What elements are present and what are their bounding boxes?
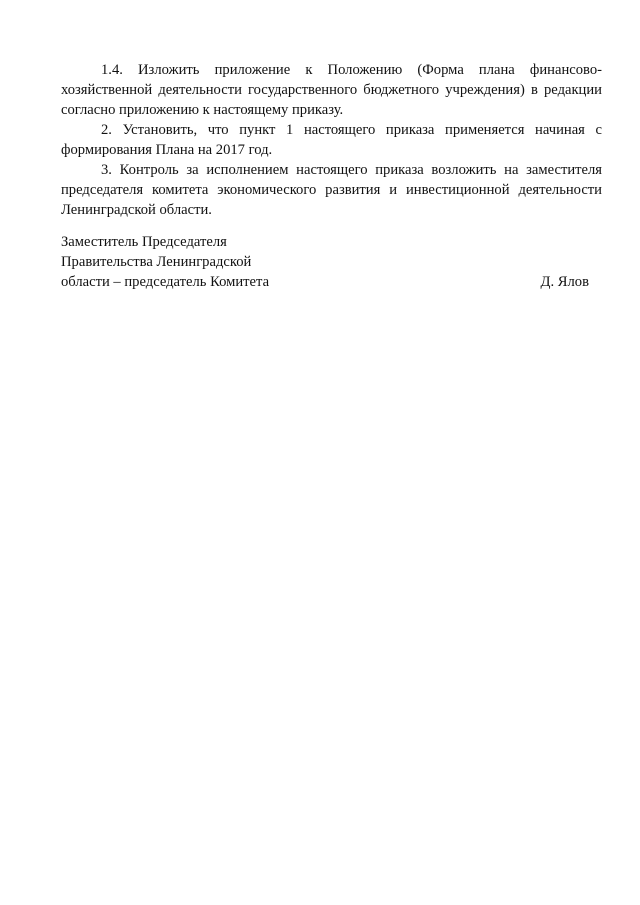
signature-title-text: области – председатель Комитета — [61, 274, 270, 290]
signature-block — [61, 232, 589, 292]
signature-title-line-2: Правительства Ленинградской — [61, 254, 252, 270]
document-body — [61, 60, 602, 220]
signature-title-line-1: Заместитель Председателя — [61, 234, 227, 250]
paragraph-2: 2. Установить, что пункт 1 настоящего приказа применяется начиная с формирования Плана на 2017 год. — [61, 122, 602, 158]
signatory-name: Д. Ялов — [540, 274, 589, 290]
paragraph-1-4: 1.4. Изложить приложение к Положению (Форма плана финансово-хозяйственной деятельности государственного бюджетного учреждения) в редакции согласно приложению к настоящему приказу. — [61, 62, 602, 118]
paragraph-3: 3. Контроль за исполнением настоящего приказа возложить на заместителя председателя комитета экономического развития и инвестиционной деятельности Ленинградской области. — [61, 162, 602, 218]
signature-title-line-3 — [61, 272, 589, 292]
